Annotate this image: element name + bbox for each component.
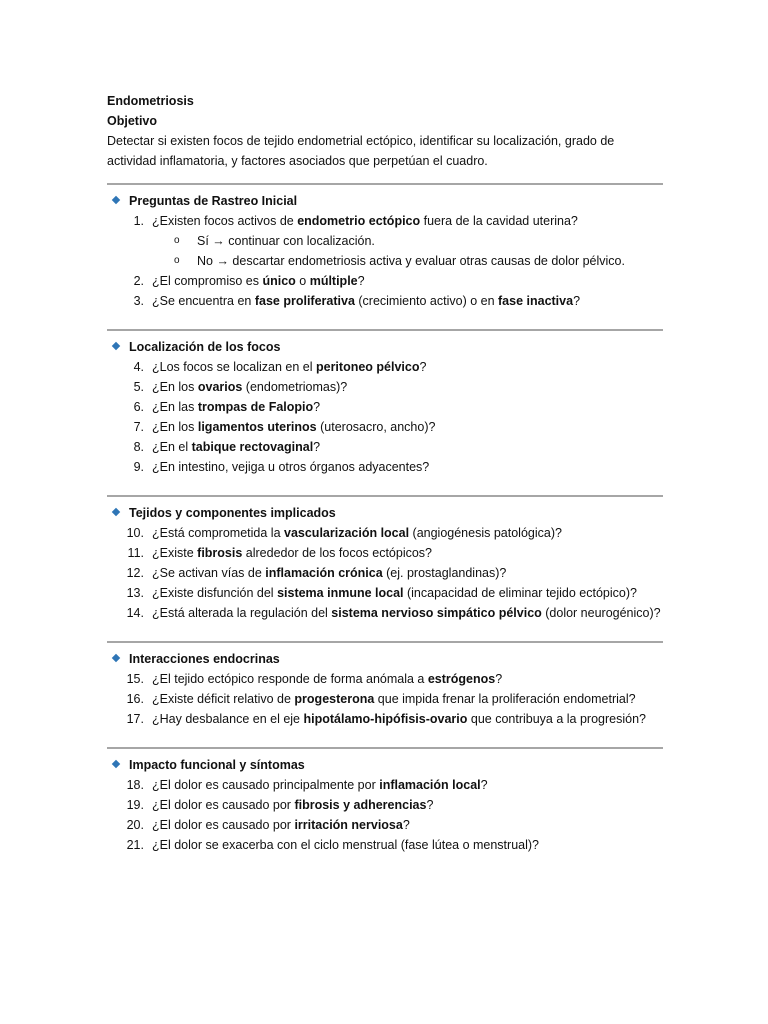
question-subitem [107, 251, 663, 271]
question-number: 20. [126, 818, 144, 832]
question-text: ¿Hay desbalance en el eje [152, 712, 304, 726]
question-number: 16. [126, 692, 144, 706]
section-divider [107, 747, 663, 749]
question-item [107, 583, 663, 603]
question-text: ¿Se activan vías de [152, 566, 266, 580]
question-text: ? [313, 440, 321, 454]
question-item [107, 775, 663, 795]
question-emphasis: hipotálamo-hipófisis-ovario [303, 712, 468, 726]
question-text: ¿Está alterada la regulación del [152, 606, 332, 620]
question-text: ¿El dolor es causado por [152, 798, 295, 812]
question-text: (crecimiento activo) o en [354, 294, 499, 308]
question-emphasis: endometrio ectópico [297, 214, 421, 228]
question-item [107, 669, 663, 689]
question-item [107, 457, 663, 477]
question-number: 7. [133, 420, 144, 434]
question-text: ¿En el [152, 440, 192, 454]
question-text: ¿Los focos se localizan en el [152, 360, 316, 374]
question-item [107, 543, 663, 563]
section-heading [107, 649, 663, 669]
question-item [107, 417, 663, 437]
question-text: ¿Existe disfunción del [152, 586, 278, 600]
question-emphasis: trompas de Falopio [197, 400, 314, 414]
question-emphasis: sistema inmune local [277, 586, 404, 600]
section-heading [107, 755, 663, 775]
subitem-text: Sí → continuar con localización. [197, 234, 375, 248]
question-item [107, 709, 663, 729]
diamond-bullet-icon [112, 760, 120, 768]
question-text: ¿El dolor es causado principalmente por [152, 778, 380, 792]
question-text: ¿En los [152, 420, 198, 434]
question-item [107, 397, 663, 417]
question-text: ? [313, 400, 321, 414]
diamond-bullet-icon [112, 654, 120, 662]
question-number: 2. [133, 274, 144, 288]
question-text: ¿El dolor se exacerba con el ciclo menstrual (fase lútea o menstrual)? [152, 838, 539, 852]
question-number: 17. [126, 712, 144, 726]
question-emphasis: múltiple [309, 274, 358, 288]
question-emphasis: fibrosis [197, 546, 243, 560]
section-heading [107, 503, 663, 523]
diamond-bullet-icon [112, 508, 120, 516]
question-number: 4. [133, 360, 144, 374]
question-number: 14. [126, 606, 144, 620]
question-emphasis: único [262, 274, 296, 288]
question-text: que contribuya a la progresión? [467, 712, 646, 726]
question-item [107, 271, 663, 291]
section-heading-label: Interacciones endocrinas [129, 652, 280, 666]
question-item [107, 835, 663, 855]
question-item [107, 437, 663, 457]
question-section [107, 751, 663, 861]
question-text: ¿Existen focos activos de [152, 214, 298, 228]
section-heading-label: Impacto funcional y síntomas [129, 758, 305, 772]
circle-bullet-icon: o [174, 235, 180, 246]
question-section [107, 499, 663, 629]
section-heading-label: Localización de los focos [129, 340, 281, 354]
question-text: ? [426, 798, 434, 812]
circle-bullet-icon: o [174, 255, 180, 266]
question-emphasis: peritoneo pélvico [315, 360, 420, 374]
question-text: ¿El tejido ectópico responde de forma anómala a [152, 672, 428, 686]
question-emphasis: inflamación local [379, 778, 481, 792]
question-text: o [295, 274, 310, 288]
question-emphasis: sistema nervioso simpático pélvico [331, 606, 542, 620]
question-text: ¿Existe déficit relativo de [152, 692, 295, 706]
question-text: ¿Existe [152, 546, 198, 560]
question-item [107, 603, 663, 623]
question-text: fuera de la cavidad uterina? [420, 214, 578, 228]
question-number: 9. [133, 460, 144, 474]
question-section [107, 645, 663, 735]
question-item [107, 211, 663, 231]
question-text: ¿En los [152, 380, 198, 394]
question-number: 5. [133, 380, 144, 394]
question-text: ¿En las [152, 400, 198, 414]
question-number: 12. [126, 566, 144, 580]
question-emphasis: fase inactiva [498, 294, 574, 308]
section-divider [107, 495, 663, 497]
question-emphasis: ligamentos uterinos [197, 420, 317, 434]
sections-container [107, 183, 663, 861]
question-text: ? [480, 778, 488, 792]
question-number: 13. [126, 586, 144, 600]
question-text: alrededor de los focos ectópicos? [242, 546, 433, 560]
question-item [107, 563, 663, 583]
question-item [107, 815, 663, 835]
question-emphasis: tabique rectovaginal [191, 440, 314, 454]
section-divider [107, 183, 663, 185]
section-divider [107, 641, 663, 643]
question-text: (endometriomas)? [242, 380, 348, 394]
document-page [107, 91, 663, 861]
question-text: ? [495, 672, 503, 686]
section-heading [107, 337, 663, 357]
question-number: 15. [126, 672, 144, 686]
question-number: 3. [133, 294, 144, 308]
question-text: ¿El compromiso es [152, 274, 263, 288]
question-number: 18. [126, 778, 144, 792]
question-item [107, 377, 663, 397]
question-text: (ej. prostaglandinas)? [382, 566, 507, 580]
question-emphasis: estrógenos [427, 672, 496, 686]
question-number: 10. [126, 526, 144, 540]
section-heading [107, 191, 663, 211]
question-text: ¿El dolor es causado por [152, 818, 295, 832]
question-number: 8. [133, 440, 144, 454]
question-section [107, 187, 663, 317]
question-emphasis: vascularización local [284, 526, 410, 540]
question-number: 21. [126, 838, 144, 852]
question-emphasis: fase proliferativa [254, 294, 355, 308]
question-number: 6. [133, 400, 144, 414]
question-text: ¿Se encuentra en [152, 294, 255, 308]
question-text: (dolor neurogénico)? [541, 606, 661, 620]
question-number: 11. [127, 546, 144, 560]
question-subitem [107, 231, 663, 251]
question-item [107, 291, 663, 311]
question-number: 19. [126, 798, 144, 812]
question-number: 1. [133, 214, 144, 228]
question-text: ¿En intestino, vejiga u otros órganos adyacentes? [152, 460, 430, 474]
subitem-text: No → descartar endometriosis activa y evaluar otras causas de dolor pélvico. [197, 254, 625, 268]
objective-paragraph: Detectar si existen focos de tejido endometrial ectópico, identificar su localización, grado de actividad inflamatoria, y factores asociados que perpetúan el cuadro. [107, 134, 615, 168]
question-emphasis: progesterona [294, 692, 375, 706]
question-emphasis: irritación nerviosa [294, 818, 403, 832]
question-text: (incapacidad de eliminar tejido ectópico)? [403, 586, 637, 600]
question-text: ¿Está comprometida la [152, 526, 284, 540]
question-text: (uterosacro, ancho)? [316, 420, 436, 434]
question-section [107, 333, 663, 483]
question-emphasis: fibrosis y adherencias [294, 798, 427, 812]
question-text: (angiogénesis patológica)? [409, 526, 562, 540]
section-heading-label: Tejidos y componentes implicados [129, 506, 336, 520]
question-item [107, 795, 663, 815]
question-item [107, 357, 663, 377]
question-emphasis: inflamación crónica [265, 566, 383, 580]
section-divider [107, 329, 663, 331]
diamond-bullet-icon [112, 196, 120, 204]
document-title: Endometriosis [107, 94, 194, 108]
question-text: ? [402, 818, 410, 832]
question-text: que impida frenar la proliferación endometrial? [374, 692, 636, 706]
question-text: ? [573, 294, 581, 308]
question-item [107, 689, 663, 709]
question-item [107, 523, 663, 543]
question-text: ? [419, 360, 427, 374]
question-text: ? [357, 274, 365, 288]
diamond-bullet-icon [112, 342, 120, 350]
section-heading-label: Preguntas de Rastreo Inicial [129, 194, 298, 208]
document-subtitle: Objetivo [107, 114, 158, 128]
question-emphasis: ovarios [197, 380, 243, 394]
